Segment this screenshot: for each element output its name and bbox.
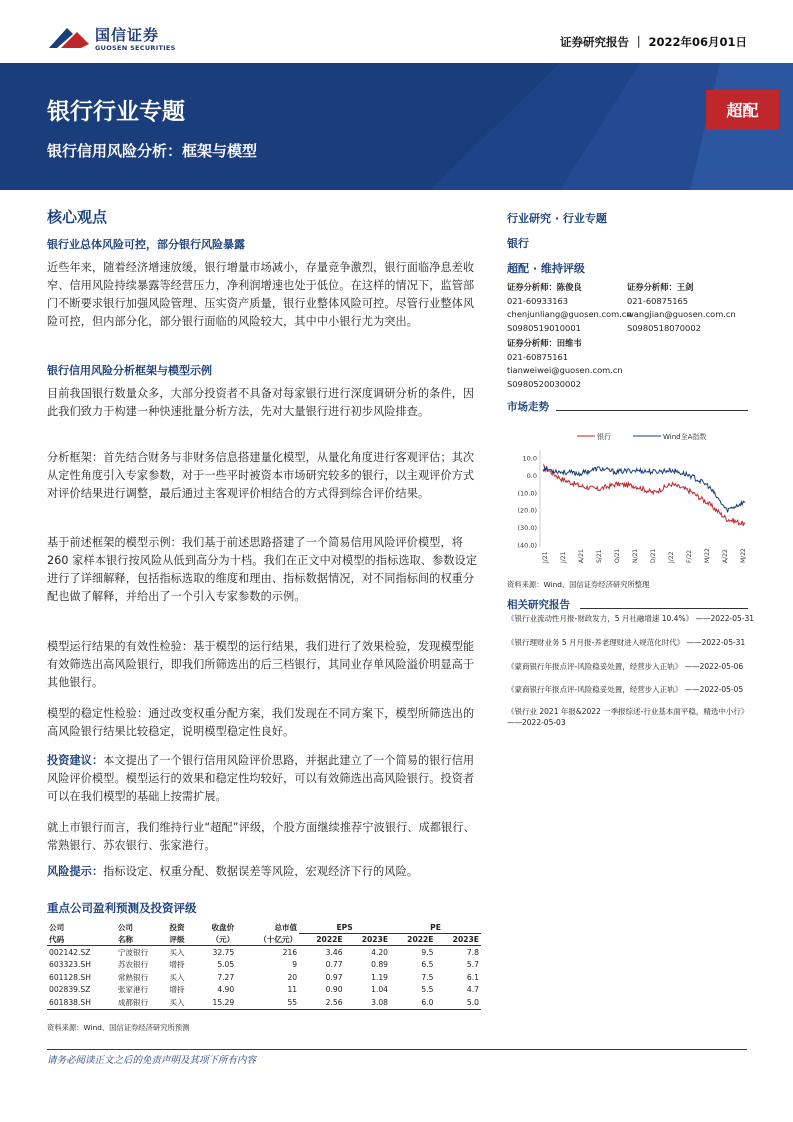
table-row (47, 996, 481, 1009)
paragraph-2: 目前我国银行数量众多，大部分投资者不具备对每家银行进行深度调研分析的条件，因此我们致力于构建一种快速批量分析方法，先对大量银行进行初步风险排查。 (47, 387, 475, 419)
analyst-card (507, 337, 623, 391)
analyst-cert: S0980518070002 (627, 322, 701, 333)
related-item[interactable] (507, 662, 757, 673)
analyst-email[interactable]: wangjian@guosen.com.cn (627, 309, 736, 319)
y-tick-label: (10.0) (517, 489, 537, 498)
table-row (47, 946, 481, 959)
cell-pe-2023: 5.7 (466, 960, 479, 970)
rating-badge (706, 90, 779, 130)
paragraph-3: 分析框架：首先结合财务与非财务信息搭建量化模型，从量化角度进行客观评估；其次从定性角度引入专家参数，对于一些平时被资本市场研究较多的银行，以主观评价方式对评价结果进行调整，最后通过主客观评价相结合的方式得到综合评价结果。 (47, 451, 475, 501)
analyst-phone: 021-60933163 (507, 295, 569, 306)
th-code-2: 代码 (49, 934, 65, 944)
cell-pe-2022: 7.5 (421, 972, 434, 982)
cell-eps-2023: 0.89 (371, 960, 389, 970)
cell-mktcap: 55 (287, 997, 298, 1007)
th-eps-2023: 2023E (361, 935, 389, 944)
table-row (47, 959, 481, 972)
market-trend-chart (505, 425, 750, 575)
table-row (47, 984, 481, 997)
table-header-row (47, 934, 481, 946)
cell-pe-2022: 6.5 (421, 960, 434, 970)
risk-text: 指标设定、权重分配、数据误差等风险，宏观经济下行的风险。 (103, 865, 419, 878)
related-title[interactable]: 《银行理财业务 5 月月报-养老理财进入规范化时代》 (507, 638, 685, 647)
cell-eps-2022: 0.90 (325, 985, 343, 995)
cell-price: 32.75 (212, 947, 235, 957)
th-pe-2022: 2022E (407, 935, 434, 944)
cell-eps-2022: 0.97 (325, 972, 343, 982)
cell-rating: 增持 (169, 960, 185, 970)
earnings-table-title: 重点公司盈利预测及投资评级 (47, 901, 197, 915)
page-title: 银行行业专题 (47, 99, 185, 125)
cell-name: 宁波银行 (117, 947, 149, 957)
logo-text-cn: 国信证券 (95, 26, 160, 44)
analyst-email[interactable]: tianweiwei@guosen.com.cn (507, 365, 623, 375)
invest-advice-text: 本文提出了一个银行信用风险评价思路，并据此建立了一个简易的银行信用风险评价模型。模型运行的效果和稳定性均较好，可以有效筛选出高风险银行。投资者可以在我们模型的基础上按需扩展。 (47, 754, 475, 804)
analyst-name: 陈俊良 (556, 282, 582, 292)
cell-price: 15.29 (212, 997, 235, 1007)
cell-pe-2022: 5.5 (421, 985, 434, 995)
title-banner (0, 63, 793, 190)
related-item[interactable] (507, 638, 757, 649)
cell-price: 7.27 (217, 972, 235, 982)
footer-disclaimer: 请务必阅读正文之后的免责声明及其项下所有内容 (47, 1055, 257, 1066)
cell-name: 张家港行 (117, 985, 149, 995)
paragraph-8: 就上市银行而言，我们维持行业“超配”评级，个股方面继续推荐宁波银行、成都银行、常熟银行、苏农银行、张家港行。 (47, 821, 475, 853)
th-pe: PE (390, 922, 481, 934)
x-tick-label: A/22 (722, 549, 729, 563)
cell-eps-2023: 3.08 (371, 997, 389, 1007)
cell-mktcap: 216 (282, 947, 298, 957)
rating-badge-label: 超配 (726, 101, 759, 120)
x-tick-label: F/22 (686, 549, 693, 563)
paragraph-1: 近些年来，随着经济增速放缓，银行增量市场减小，存量竞争激烈，银行面临净息差收窄、信用风险持续暴露等经营压力，净利润增速也处于低位。在这样的情况下，监管部门不断要求银行加强风险管理、压实资产质量，银行业整体风险可控。尽管行业整体风险可控，但内部分化，部分银行面临的风险较大，其中中小银行尤为突出。 (47, 261, 475, 329)
chart-line-bank (543, 465, 745, 526)
cell-pe-2023: 6.1 (466, 972, 479, 982)
related-item[interactable] (507, 707, 757, 728)
th-code: 公司 (49, 923, 65, 933)
th-rating-2: 评级 (169, 934, 185, 944)
risk-label: 风险提示： (47, 865, 104, 878)
cell-name: 常熟银行 (117, 972, 149, 982)
x-tick-label: J/22 (668, 551, 675, 563)
paragraph-7 (47, 752, 480, 806)
cell-pe-2023: 7.8 (466, 947, 479, 957)
core-view-heading: 核心观点 (47, 208, 108, 226)
related-item[interactable] (507, 614, 757, 625)
related-date: ——2022-05-31 (695, 614, 755, 623)
cell-mktcap: 11 (287, 985, 298, 995)
cell-pe-2023: 4.7 (466, 985, 479, 995)
report-type-date: 证券研究报告 ｜ 2022年06月01日 (559, 35, 747, 49)
x-tick-label: D/21 (650, 548, 657, 563)
cell-mktcap: 9 (292, 960, 298, 970)
related-date: ——2022-05-03 (507, 717, 566, 727)
cell-code: 002142.SZ (49, 947, 91, 957)
cell-mktcap: 20 (287, 972, 298, 982)
th-price: 收盘价 (211, 923, 235, 933)
x-tick-label: A/21 (578, 549, 585, 563)
cell-eps-2022: 3.46 (325, 947, 343, 957)
chart-source: 资料来源：Wind、国信证券经济研究所整理 (507, 580, 650, 589)
y-tick-label: 10.0 (522, 454, 537, 463)
cell-price: 5.05 (217, 960, 235, 970)
paragraph-9 (47, 863, 480, 881)
related-research-heading: 相关研究报告 (507, 599, 570, 611)
x-tick-label: N/21 (632, 548, 639, 563)
y-tick-label: (30.0) (517, 524, 537, 533)
cell-rating: 买入 (169, 972, 185, 982)
x-tick-label: O/21 (614, 548, 621, 563)
th-pe-2023: 2023E (452, 935, 479, 944)
th-rating: 投资 (169, 923, 185, 933)
analyst-phone: 021-60875161 (507, 351, 569, 362)
legend-label-bank: 银行 (597, 433, 611, 441)
industry-name: 银行 (507, 237, 529, 250)
cell-price: 4.90 (217, 985, 235, 995)
related-item[interactable] (507, 685, 757, 696)
analyst-label: 证券分析师： (507, 282, 557, 292)
y-tick-label: (40.0) (517, 541, 537, 550)
paragraph-6: 模型的稳定性检验：通过改变权重分配方案，我们发现在不同方案下，模型所筛选出的高风险银行结果比较稳定，说明模型稳定性良好。 (47, 707, 475, 739)
cell-pe-2022: 6.0 (421, 997, 434, 1007)
x-tick-label: M/22 (704, 548, 711, 563)
cell-eps-2023: 1.04 (371, 985, 389, 995)
th-price-unit: （元） (211, 934, 235, 944)
invest-advice-label: 投资建议： (47, 754, 104, 767)
cell-rating: 买入 (169, 997, 185, 1007)
analyst-cert: S0980519010001 (507, 322, 581, 333)
footer-divider (47, 1049, 747, 1050)
analyst-cert: S0980520030002 (507, 378, 581, 389)
table-header-row (47, 922, 481, 934)
sidebar-rating: 超配 · 维持评级 (507, 262, 585, 275)
chart-legend (577, 432, 706, 441)
x-tick-label: J/21 (542, 551, 549, 563)
cell-eps-2023: 4.20 (371, 947, 389, 957)
th-name-2: 名称 (117, 934, 134, 944)
divider (556, 410, 748, 411)
related-date: ——2022-05-31 (686, 638, 746, 647)
analyst-card (507, 281, 632, 335)
analyst-name: 田维韦 (556, 338, 582, 348)
th-mktcap-unit: （十亿元） (259, 934, 298, 944)
banner-decoration (0, 63, 793, 190)
section-subheading-2: 银行信用风险分析框架与模型示例 (47, 364, 212, 377)
th-mktcap: 总市值 (274, 923, 298, 933)
section-subheading-1: 银行业总体风险可控，部分银行风险暴露 (47, 238, 245, 251)
cell-name: 苏农银行 (117, 960, 149, 970)
related-title[interactable]: 《银行业 2021 年报&2022 一季报综述-行业基本面平稳，精选中小行》 (507, 707, 749, 716)
legend-label-index: Wind全A指数 (663, 433, 707, 441)
cell-eps-2022: 0.77 (325, 960, 343, 970)
analyst-phone: 021-60875165 (627, 295, 689, 306)
cell-eps-2022: 2.56 (325, 997, 343, 1007)
earnings-table (47, 922, 481, 1010)
cell-code: 002839.SZ (49, 985, 91, 995)
logo-text-en: GUOSEN SECURITIES (95, 44, 176, 52)
analyst-email[interactable]: chenjunliang@guosen.com.cn (507, 309, 632, 319)
related-title[interactable]: 《银行业流动性月报-财政发力，5 月社融增速 10.4%》 (507, 614, 694, 623)
paragraph-4: 基于前述框架的模型示例：我们基于前述思路搭建了一个简易信用风险评价模型，将 260 家样本银行按风险从低到高分为十档。我们在正文中对模型的指标选取、参数设定进行了详细解释，包括指标选取的维度和理由、指标数据情况，对不同指标间的权重分配也做了解释，并给出了一个引入专家参数的示例。 (47, 536, 478, 604)
th-eps: EPS (299, 922, 390, 934)
cell-code: 601128.SH (49, 972, 91, 982)
analyst-label: 证券分析师： (627, 282, 677, 292)
analyst-label: 证券分析师： (507, 338, 557, 348)
paragraph-5: 模型运行结果的有效性检验：基于模型的运行结果，我们进行了效果检验，发现模型能有效筛选出高风险银行，即我们所筛选出的后三档银行，其同业存单风险溢价明显高于其他银行。 (47, 640, 475, 690)
table-row (47, 971, 481, 984)
cell-pe-2023: 5.0 (466, 997, 479, 1007)
x-tick-label: M/22 (740, 548, 747, 563)
cell-pe-2022: 9.5 (421, 947, 434, 957)
report-category: 行业研究 · 行业专题 (507, 212, 607, 225)
th-name: 公司 (117, 923, 134, 933)
cell-rating: 增持 (169, 985, 185, 995)
guosen-logo-icon (47, 24, 91, 52)
divider (580, 608, 748, 609)
x-tick-label: S/21 (596, 549, 603, 563)
cell-rating: 买入 (169, 947, 185, 957)
th-eps-2022: 2022E (316, 935, 343, 944)
related-date: ——2022-05-05 (684, 685, 744, 694)
cell-code: 601838.SH (49, 997, 91, 1007)
analyst-name: 王剑 (676, 282, 694, 292)
x-tick-label: J/21 (560, 551, 567, 563)
related-title[interactable]: 《蒙商银行年报点评-风险稳妥处置，经营步入正轨》 (507, 685, 683, 694)
table-source: 资料来源：Wind、国信证券经济研究所预测 (47, 1023, 190, 1032)
y-tick-label: 0.0 (526, 471, 537, 480)
related-title[interactable]: 《蒙商银行年报点评-风险稳妥处置，经营步入正轨》 (507, 662, 683, 671)
cell-code: 603323.SH (49, 960, 91, 970)
cell-name: 成都银行 (117, 997, 149, 1007)
market-trend-heading: 市场走势 (507, 401, 549, 413)
page-subtitle: 银行信用风险分析：框架与模型 (47, 142, 258, 160)
analyst-card (627, 281, 736, 335)
y-tick-label: (20.0) (517, 506, 537, 515)
related-date: ——2022-05-06 (684, 662, 744, 671)
cell-eps-2023: 1.19 (371, 972, 389, 982)
brand-logo (47, 22, 197, 56)
